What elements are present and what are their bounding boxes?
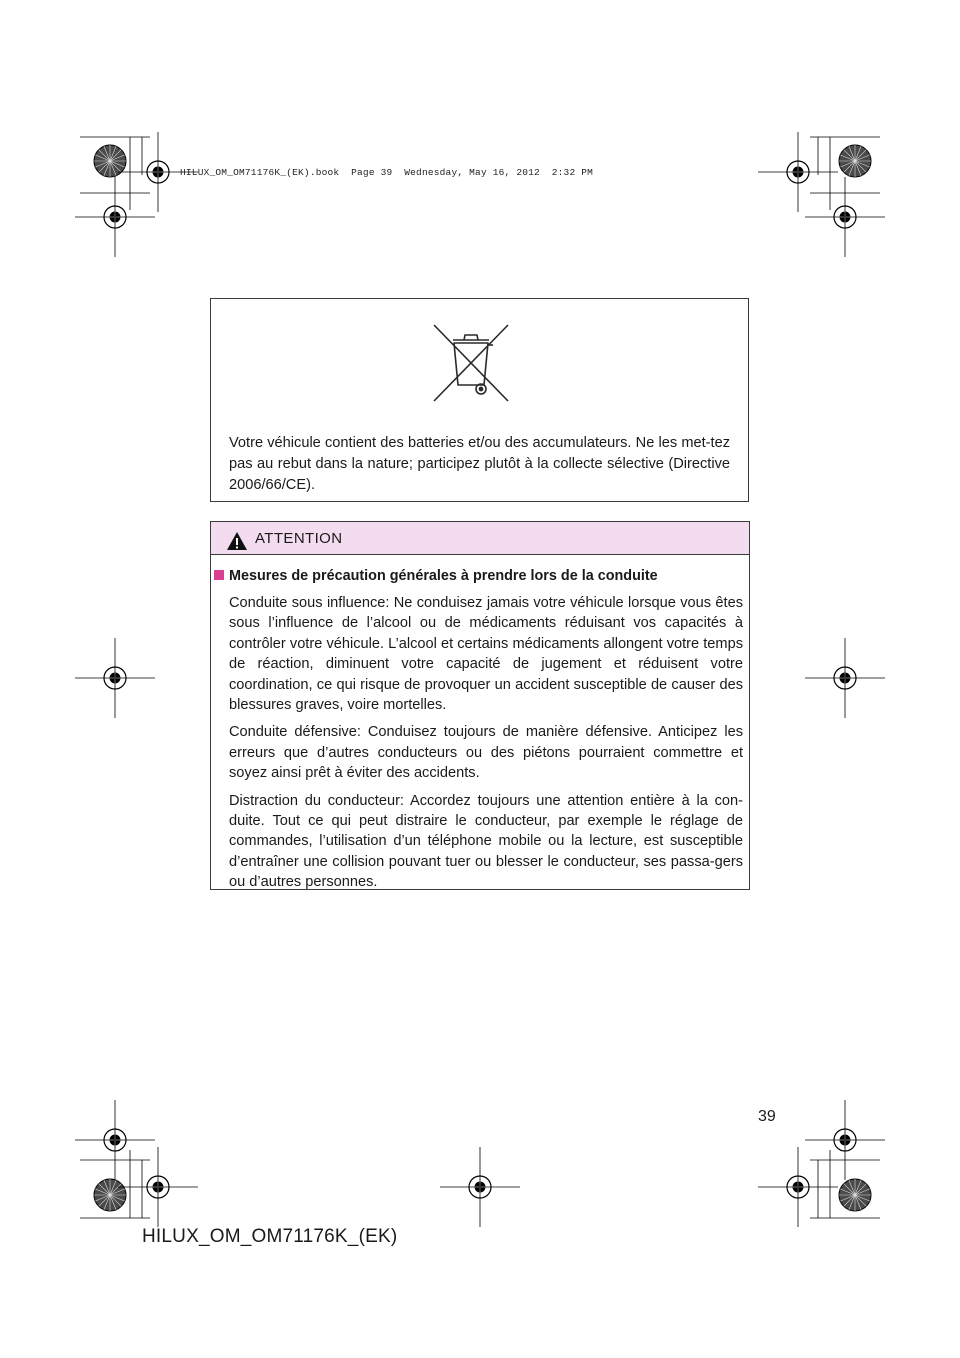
print-header: HILUX_OM_OM71176K_(EK).book Page 39 Wednesday, May 16, 2012 2:32 PM xyxy=(180,167,594,178)
attention-subheading-text: Mesures de précaution générales à prendre lors de la conduite xyxy=(229,568,658,584)
attention-subheading xyxy=(214,566,743,586)
footer-document-code: HILUX_OM_OM71176K_(EK) xyxy=(142,1226,398,1247)
recycling-notice-text: Votre véhicule contient des batteries et/ou des accumulateurs. Ne les met-tez pas au rebut dans la nature; participez plutôt à la collecte sélective (Directive 2006/66/CE). xyxy=(229,435,730,493)
attention-body xyxy=(214,566,743,893)
attention-title: ATTENTION xyxy=(255,530,343,547)
paragraph-defensive-driving: Conduite défensive: Conduisez toujours de manière défensive. Anticipez les erreurs que d’autres conducteurs ou des piétons pourraient commettre et soyez ainsi prêt à éviter des accidents. xyxy=(229,724,743,782)
paragraph-driver-distraction: Distraction du conducteur: Accordez toujours une attention entière à la con-duite. Tout ce qui peut distraire le conducteur, par exemple le réglage de commandes, l’utilisation d’un téléphone mobile ou la lecture, est susceptible d’entraîner une collision pouvant tuer ou blesser le conducteur, ses passa-gers ou d’autres personnes. xyxy=(229,792,743,891)
bullet-square-icon xyxy=(214,570,224,580)
crossed-out-wheelie-bin-icon xyxy=(431,323,511,403)
paragraph-driving-under-influence: Conduite sous influence: Ne conduisez jamais votre véhicule lorsque vous êtes sous l’influence de l’alcool ou de médicaments réduisant vos capacités à contrôler votre véhicule. L’alcool et certains médicaments allongent votre temps de réaction, diminuent votre capacité de jugement et réduisent votre coordination, ce qui risque de provoquer un accident susceptible de causer des blessures graves, voire mortelles. xyxy=(229,595,743,714)
warning-triangle-icon xyxy=(226,531,248,551)
page-number: 39 xyxy=(758,1108,776,1125)
attention-header xyxy=(211,522,749,555)
attention-box xyxy=(210,521,750,890)
recycling-notice-box xyxy=(210,298,749,502)
